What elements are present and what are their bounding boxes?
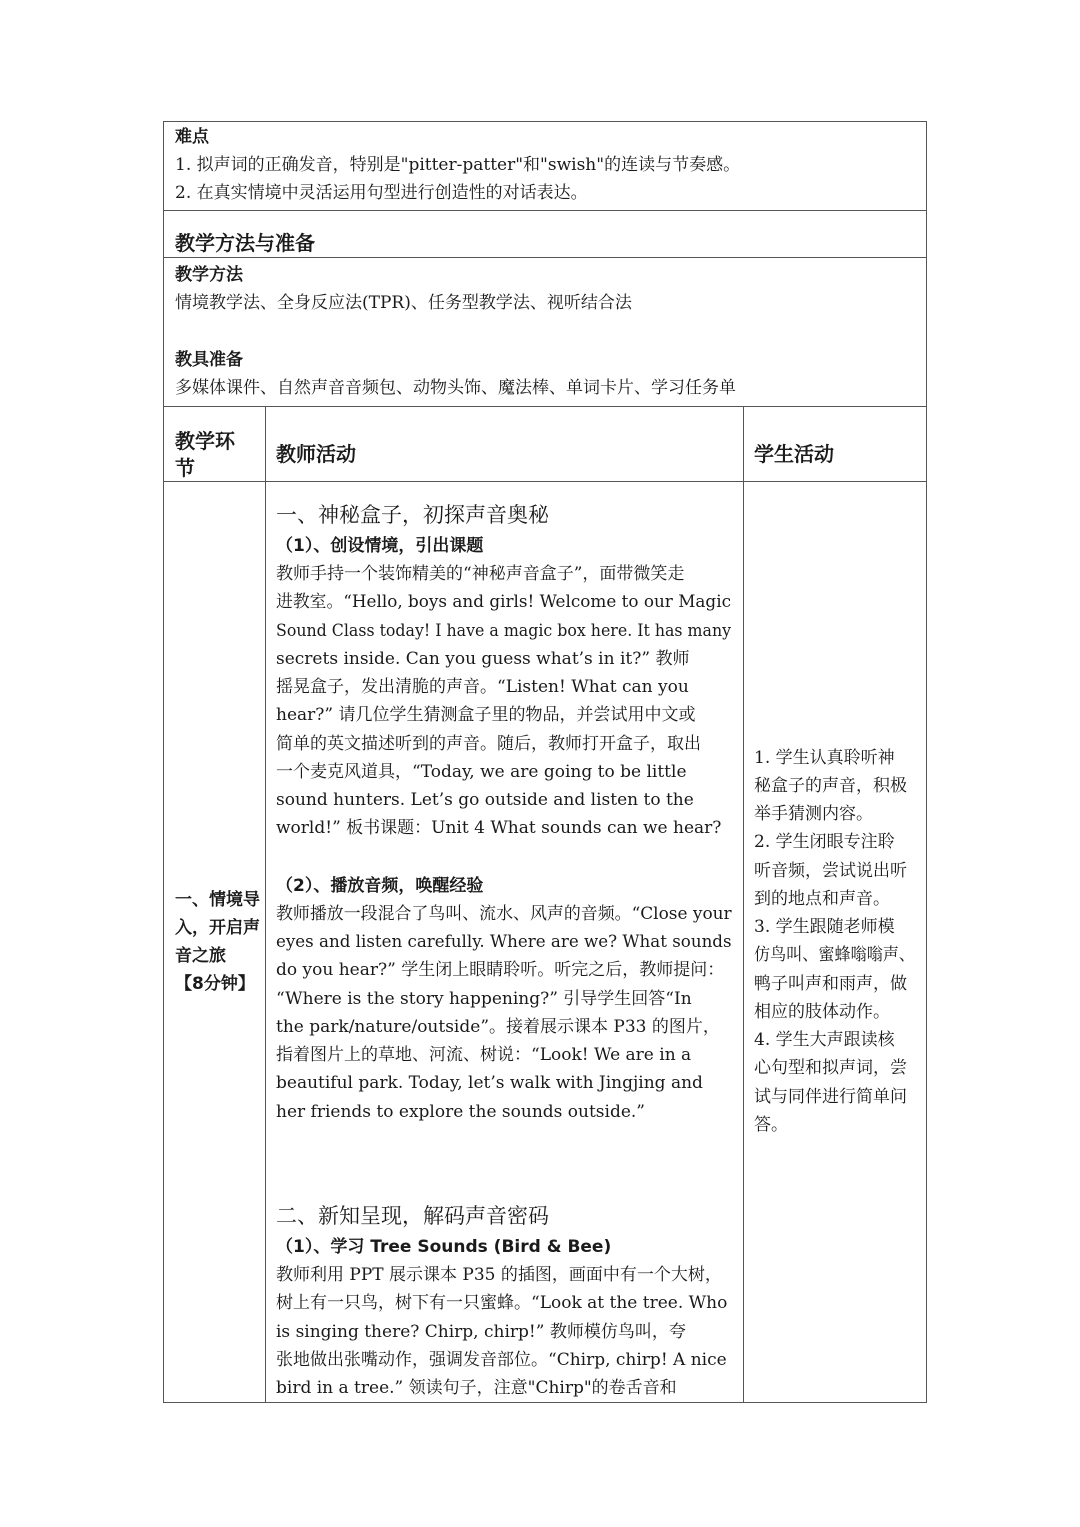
teacher-p1s1-line6: hear?” 请几位学生猜测盒子里的物品，并尝试用中文或 bbox=[276, 705, 696, 725]
difficulty-item-1: 1. 拟声词的正确发音，特别是"pitter-patter"和"swish"的连读与节奏感。 bbox=[175, 155, 741, 175]
teacher-p1s1-line3: Sound Class today! I have a magic box here. It has many bbox=[276, 621, 732, 641]
student-line-2: 秘盒子的声音，积极 bbox=[754, 776, 907, 796]
teacher-part1-title: 一、神秘盒子，初探声音奥秘 bbox=[276, 503, 549, 527]
stage1-line2: 入，开启声 bbox=[175, 918, 260, 938]
teacher-p1s1-line8: 一个麦克风道具，“Today, we are going to be little bbox=[276, 762, 687, 782]
methods-section-title: 教学方法与准备 bbox=[175, 231, 315, 255]
student-line-9: 鸭子叫声和雨声，做 bbox=[754, 974, 907, 994]
col-divider-stage bbox=[265, 406, 266, 1403]
teacher-p1s2-line6: 指着图片上的草地、河流、树说：“Look! We are in a bbox=[276, 1045, 692, 1065]
row-divider-methods bbox=[163, 406, 927, 407]
header-stage-line2: 节 bbox=[175, 456, 195, 480]
teacher-p1s1-line9: sound hunters. Let’s go outside and listen to the bbox=[276, 790, 694, 810]
row-divider-header bbox=[163, 481, 927, 482]
stage1-line3: 音之旅 bbox=[175, 946, 226, 966]
student-line-13: 试与同伴进行简单问 bbox=[754, 1087, 907, 1107]
tools-text: 多媒体课件、自然声音音频包、动物头饰、魔法棒、单词卡片、学习任务单 bbox=[175, 378, 736, 398]
teacher-p2s1-line3: is singing there? Chirp, chirp!” 教师模仿鸟叫，夸 bbox=[276, 1322, 686, 1342]
methods-heading: 教学方法 bbox=[175, 265, 243, 285]
teacher-p1s2-line2: eyes and listen carefully. Where are we? What sounds bbox=[276, 932, 732, 952]
header-teacher: 教师活动 bbox=[276, 442, 356, 466]
student-line-11: 4. 学生大声跟读核 bbox=[754, 1030, 895, 1050]
teacher-p1s2-line7: beautiful park. Today, let’s walk with Jingjing and bbox=[276, 1073, 703, 1093]
stage1-line1: 一、情境导 bbox=[175, 890, 260, 910]
col-divider-student bbox=[743, 406, 744, 1403]
student-line-3: 举手猜测内容。 bbox=[754, 804, 873, 824]
teacher-p1s2-line8: her friends to explore the sounds outside.” bbox=[276, 1102, 646, 1122]
student-line-1: 1. 学生认真聆听神 bbox=[754, 748, 895, 768]
stage1-line4: 【8分钟】 bbox=[175, 974, 255, 994]
teacher-p2s1-line4: 张地做出张嘴动作，强调发音部位。“Chirp, chirp! A nice bbox=[276, 1350, 727, 1370]
difficulties-heading: 难点 bbox=[175, 127, 209, 147]
student-line-4: 2. 学生闭眼专注聆 bbox=[754, 832, 895, 852]
teacher-p1s1-line2: 进教室。“Hello, boys and girls! Welcome to our Magic bbox=[276, 592, 731, 612]
teacher-p1s2-line3: do you hear?” 学生闭上眼睛聆听。听完之后，教师提问： bbox=[276, 960, 725, 980]
student-line-7: 3. 学生跟随老师模 bbox=[754, 917, 895, 937]
student-line-8: 仿鸟叫、蜜蜂嗡嗡声、 bbox=[754, 945, 915, 965]
teacher-p1s1-line10: world!” 板书课题：Unit 4 What sounds can we hear? bbox=[276, 818, 722, 838]
table-border-top bbox=[163, 121, 927, 122]
teacher-p1s1-line1: 教师手持一个装饰精美的“神秘声音盒子”，面带微笑走 bbox=[276, 564, 685, 584]
row-divider-difficulties bbox=[163, 210, 927, 211]
student-line-14: 答。 bbox=[754, 1115, 788, 1135]
student-line-5: 听音频，尝试说出听 bbox=[754, 861, 907, 881]
table-border-right bbox=[926, 121, 927, 1403]
teacher-p1s2-line4: “Where is the story happening?” 引导学生回答“In bbox=[276, 989, 692, 1009]
tools-heading: 教具准备 bbox=[175, 350, 243, 370]
teacher-p1s2-line1: 教师播放一段混合了鸟叫、流水、风声的音频。“Close your bbox=[276, 904, 732, 924]
table-border-bottom bbox=[163, 1402, 927, 1403]
teacher-part2-sub1: （1）、学习 Tree Sounds (Bird & Bee) bbox=[276, 1237, 612, 1257]
teacher-p2s1-line1: 教师利用 PPT 展示课本 P35 的插图，画面中有一个大树， bbox=[276, 1265, 722, 1285]
row-divider-methods-title bbox=[163, 257, 927, 258]
teacher-p2s1-line2: 树上有一只鸟，树下有一只蜜蜂。“Look at the tree. Who bbox=[276, 1293, 728, 1313]
teacher-p1s2-line5: the park/nature/outside”。接着展示课本 P33 的图片， bbox=[276, 1017, 720, 1037]
teacher-part1-sub1: （1）、创设情境，引出课题 bbox=[276, 536, 484, 556]
student-line-10: 相应的肢体动作。 bbox=[754, 1002, 890, 1022]
student-line-12: 心句型和拟声词，尝 bbox=[754, 1058, 907, 1078]
teacher-p1s1-line5: 摇晃盒子，发出清脆的声音。“Listen! What can you bbox=[276, 677, 689, 697]
table-border-left bbox=[163, 121, 164, 1403]
student-line-6: 到的地点和声音。 bbox=[754, 889, 890, 909]
teacher-p1s1-line4: secrets inside. Can you guess what’s in it?” 教师 bbox=[276, 649, 690, 669]
teacher-part1-sub2: （2）、播放音频，唤醒经验 bbox=[276, 876, 484, 896]
teacher-p2s1-line5: bird in a tree.” 领读句子，注意"Chirp"的卷舌音和 bbox=[276, 1378, 677, 1398]
header-stage-line1: 教学环 bbox=[175, 429, 235, 453]
teacher-p1s1-line7: 简单的英文描述听到的声音。随后，教师打开盒子，取出 bbox=[276, 734, 701, 754]
methods-text: 情境教学法、全身反应法(TPR)、任务型教学法、视听结合法 bbox=[175, 293, 632, 313]
difficulty-item-2: 2. 在真实情境中灵活运用句型进行创造性的对话表达。 bbox=[175, 183, 588, 203]
teacher-part2-title: 二、新知呈现，解码声音密码 bbox=[276, 1204, 549, 1228]
header-student: 学生活动 bbox=[754, 442, 834, 466]
